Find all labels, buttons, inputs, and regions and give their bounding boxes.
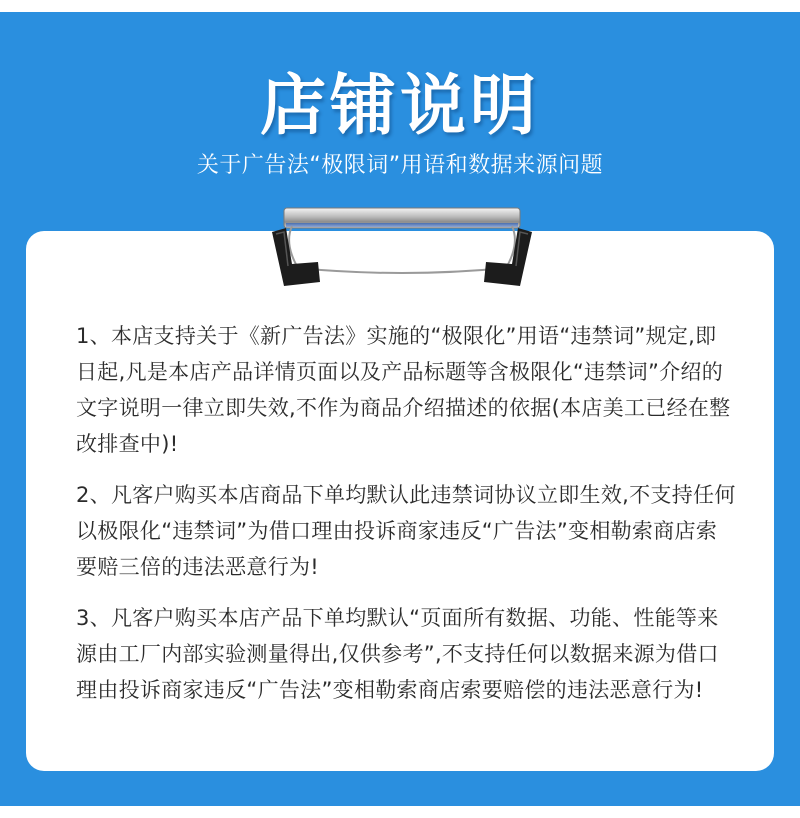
clipboard-clip-icon — [262, 204, 542, 294]
rule-item: 1、本店支持关于《新广告法》实施的“极限化”用语“违禁词”规定,即日起,凡是本店产品详情页面以及产品标题等含极限化“违禁词”介绍的文字说明一律立即失效,不作为商品介绍描述的依据(本店美工已经在整改排查中)! — [76, 324, 731, 456]
bottom-divider — [0, 806, 800, 818]
rule-item: 3、凡客户购买本店产品下单均默认“页面所有数据、功能、性能等来源由工厂内部实验测量得出,仅供参考”,不支持任何以数据来源为借口理由投诉商家违反“广告法”变相勒索商店索要赔偿的违法恶意行为! — [76, 606, 719, 702]
page-title: 店铺说明 — [260, 67, 540, 144]
rule-item: 2、凡客户购买本店商品下单均默认此违禁词协议立即生效,不支持任何以极限化“违禁词”为借口理由投诉商家违反“广告法”变相勒索商店索要赔三倍的违法恶意行为! — [76, 483, 736, 579]
page-subtitle: 关于广告法“极限词”用语和数据来源问题 — [196, 153, 604, 178]
rules-list — [76, 318, 736, 723]
